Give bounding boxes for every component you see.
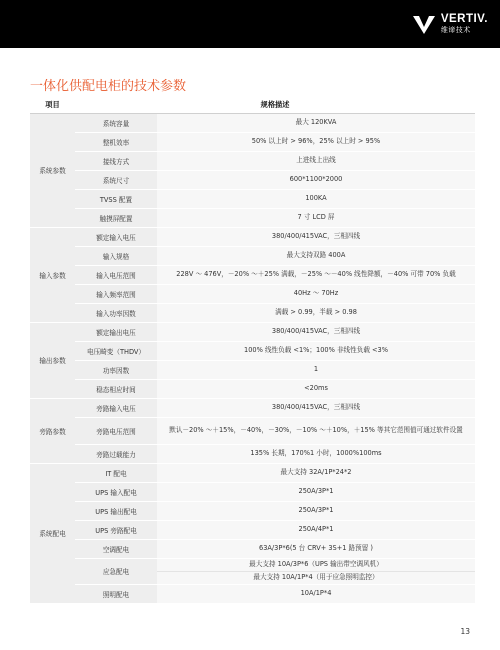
row-item: 输入频率范围 (75, 284, 157, 303)
row-desc: <20ms (157, 379, 475, 398)
table-row (30, 265, 475, 284)
row-desc: 7 寸 LCD 屏 (157, 208, 475, 227)
vertiv-logo-icon (411, 11, 437, 37)
table-row (30, 398, 475, 417)
row-item: TVSS 配置 (75, 189, 157, 208)
table-row (30, 227, 475, 246)
row-item: 空调配电 (75, 539, 157, 558)
row-item: 额定输出电压 (75, 322, 157, 341)
table-row (30, 520, 475, 539)
row-item: 旁路输入电压 (75, 398, 157, 417)
vertiv-logo (411, 10, 488, 38)
row-item: 输入功率因数 (75, 303, 157, 322)
row-desc: 228V ～ 476V，－20% ～＋25% 满载，－25% ～－40% 线性降额，－40% 可带 70% 负载 (157, 265, 475, 284)
row-desc: 最大支持 10A/3P*6（UPS 输出带空调风机） (157, 558, 475, 571)
table-row (30, 539, 475, 558)
row-desc: 100KA (157, 189, 475, 208)
row-item: IT 配电 (75, 463, 157, 482)
page-title: 一体化供配电柜的技术参数 (30, 79, 187, 94)
row-desc: 10A/1P*4 (157, 584, 475, 603)
row-item: 整机效率 (75, 132, 157, 151)
table-row (30, 341, 475, 360)
table-row (30, 584, 475, 603)
table-row (30, 482, 475, 501)
row-item: 电压畸变（THDV） (75, 341, 157, 360)
row-item: UPS 输出配电 (75, 501, 157, 520)
row-desc: 上进线上出线 (157, 151, 475, 170)
row-desc: 默认－20% ～＋15%，－40%，－30%，－10% ～＋10%，＋15% 等其它范围值可通过软件设置 (157, 417, 475, 444)
spec-table (30, 98, 475, 603)
header-item: 项目 (30, 98, 75, 113)
table-row (30, 113, 475, 132)
row-item: 输入规格 (75, 246, 157, 265)
table-row (30, 444, 475, 463)
table-header-row (30, 98, 475, 113)
row-desc: 最大 120KVA (157, 113, 475, 132)
row-desc: 最大支持双路 400A (157, 246, 475, 265)
row-desc: 250A/3P*1 (157, 482, 475, 501)
group-label: 输出参数 (30, 322, 75, 398)
table-row (30, 463, 475, 482)
table-row (30, 379, 475, 398)
row-item: 接线方式 (75, 151, 157, 170)
group-label: 系统参数 (30, 113, 75, 227)
row-desc: 380/400/415VAC，三相四线 (157, 322, 475, 341)
row-desc: 380/400/415VAC，三相四线 (157, 227, 475, 246)
row-desc: 最大支持 10A/1P*4（用于应急照明监控） (157, 571, 475, 584)
table-row (30, 501, 475, 520)
table-row (30, 322, 475, 341)
table-row (30, 360, 475, 379)
row-item: 稳态相应时间 (75, 379, 157, 398)
group-label: 旁路参数 (30, 398, 75, 463)
table-row (30, 132, 475, 151)
row-item: 照明配电 (75, 584, 157, 603)
row-desc: 1 (157, 360, 475, 379)
table-row (30, 417, 475, 444)
brand-name: VERTIV. (440, 12, 488, 25)
row-item: 系统容量 (75, 113, 157, 132)
row-item: 输入电压范围 (75, 265, 157, 284)
group-label: 输入参数 (30, 227, 75, 322)
page-number: 13 (460, 627, 470, 636)
row-item: 系统尺寸 (75, 170, 157, 189)
table-row (30, 151, 475, 170)
table-row (30, 208, 475, 227)
row-item: 应急配电 (75, 558, 157, 584)
row-desc: 250A/4P*1 (157, 520, 475, 539)
row-desc: 250A/3P*1 (157, 501, 475, 520)
table-row (30, 189, 475, 208)
table-row (30, 303, 475, 322)
table-row (30, 284, 475, 303)
row-item: UPS 输入配电 (75, 482, 157, 501)
row-desc: 50% 以上时 > 96%，25% 以上时 > 95% (157, 132, 475, 151)
row-item: 旁路过载能力 (75, 444, 157, 463)
row-item: 额定输入电压 (75, 227, 157, 246)
row-desc: 600*1100*2000 (157, 170, 475, 189)
group-label: 系统配电 (30, 463, 75, 603)
table-row (30, 558, 475, 571)
row-desc: 380/400/415VAC，三相四线 (157, 398, 475, 417)
table-row (30, 246, 475, 265)
top-header-bar (0, 0, 500, 48)
row-desc: 最大支持 32A/1P*24*2 (157, 463, 475, 482)
row-item: 旁路电压范围 (75, 417, 157, 444)
row-desc: 63A/3P*6(5 台 CRV+ 3S+1 路预留 ) (157, 539, 475, 558)
row-desc: 100% 线性负载 <1%；100% 非线性负载 <3% (157, 341, 475, 360)
header-desc: 规格描述 (75, 98, 475, 113)
row-item: UPS 旁路配电 (75, 520, 157, 539)
row-desc: 135% 长期，170%1 小时，1000%100ms (157, 444, 475, 463)
row-item: 功率因数 (75, 360, 157, 379)
table-row (30, 170, 475, 189)
brand-name-cn: 维谛技术 (440, 26, 471, 35)
row-desc: 满载 > 0.99，半载 > 0.98 (157, 303, 475, 322)
row-desc: 40Hz ～ 70Hz (157, 284, 475, 303)
row-item: 触摸屏配置 (75, 208, 157, 227)
